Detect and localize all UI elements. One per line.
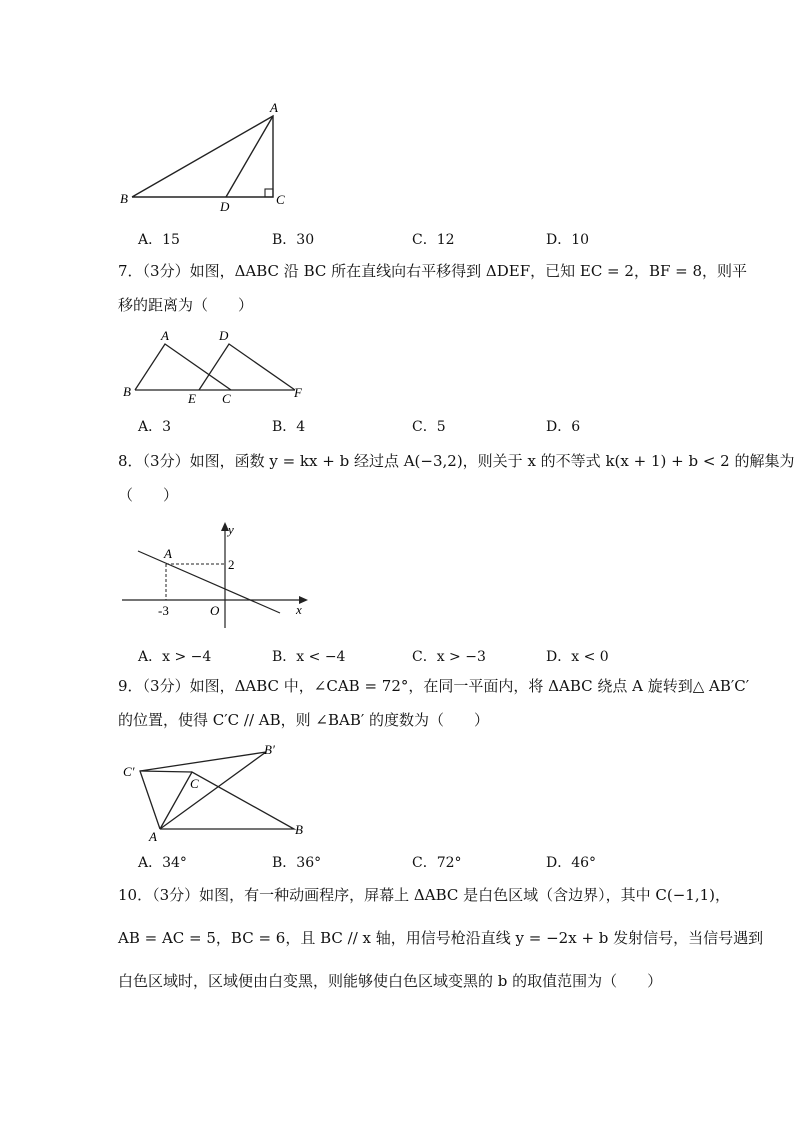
- q7-triangle-abc: [135, 344, 231, 390]
- q7-label-a: A: [161, 328, 169, 343]
- q9-label-a: A: [149, 829, 157, 844]
- q6-right-angle-mark: [265, 189, 273, 197]
- q8-label-a: A: [164, 546, 172, 561]
- q9-option-b[interactable]: B．36°: [272, 855, 322, 871]
- q7-label-c: C: [222, 391, 231, 406]
- q8-label-y: y: [228, 522, 234, 537]
- q7-option-a[interactable]: A．3: [138, 419, 172, 435]
- q8-label-neg3: -3: [158, 603, 169, 618]
- q6-option-d[interactable]: D．10: [546, 232, 590, 248]
- q8-label-origin: O: [210, 603, 220, 618]
- q9-figure: [118, 740, 318, 848]
- q7-option-d[interactable]: D．6: [546, 419, 581, 435]
- q9-segment-c'c: [140, 771, 192, 772]
- q6-label-c: C: [276, 192, 285, 207]
- q8-text-line1: 8．（3分）如图，函数 y = kx + b 经过点 A(−3,2)，则关于 x 的不等式 k(x + 1) + b < 2 的解集为: [118, 452, 794, 470]
- q9-text-line1: 9．（3分）如图，ΔABC 中，∠CAB = 72°，在同一平面内，将 ΔABC 绕点 A 旋转到△ AB′C′: [118, 677, 750, 695]
- q8-text-line2: （ ）: [118, 486, 179, 504]
- q6-option-a[interactable]: A．15: [138, 232, 180, 248]
- q6-segment-ad: [226, 116, 273, 197]
- q7-label-b: B: [123, 384, 131, 399]
- q7-text-line2: 移的距离为（ ）: [118, 296, 254, 314]
- q6-label-b: B: [120, 191, 128, 206]
- q8-option-b[interactable]: B．x < −4: [272, 649, 346, 665]
- q10-text-line2: AB = AC = 5，BC = 6，且 BC // x 轴，用信号枪沿直线 y = −2x + b 发射信号，当信号遇到: [118, 929, 764, 947]
- q9-option-c[interactable]: C．72°: [412, 855, 462, 871]
- q6-label-a: A: [270, 100, 278, 115]
- q6-label-d: D: [220, 199, 230, 214]
- q7-triangle-def: [199, 344, 295, 390]
- q9-triangle-ab'c': [140, 752, 266, 829]
- q10-text-line1: 10．（3分）如图，有一种动画程序，屏幕上 ΔABC 是白色区域（含边界），其中 C(−1,1)，: [118, 886, 730, 904]
- q8-label-x: x: [296, 602, 302, 617]
- q9-label-c-prime: C′: [123, 764, 135, 779]
- q7-label-f: F: [294, 385, 302, 400]
- q6-option-c[interactable]: C．12: [412, 232, 455, 248]
- q9-label-b: B: [295, 822, 303, 837]
- q6-figure: [110, 95, 300, 215]
- q6-option-b[interactable]: B．30: [272, 232, 315, 248]
- q7-label-d: D: [219, 328, 229, 343]
- q8-option-a[interactable]: A．x > −4: [138, 649, 212, 665]
- q7-option-b[interactable]: B．4: [272, 419, 306, 435]
- q9-label-c: C: [190, 776, 199, 791]
- q7-option-c[interactable]: C．5: [412, 419, 446, 435]
- q7-label-e: E: [188, 391, 196, 406]
- q9-option-a[interactable]: A．34°: [138, 855, 187, 871]
- q8-option-d[interactable]: D．x < 0: [546, 649, 609, 665]
- q9-option-d[interactable]: D．46°: [546, 855, 597, 871]
- q7-text-line1: 7．（3分）如图，ΔABC 沿 BC 所在直线向右平移得到 ΔDEF，已知 EC = 2，BF = 8，则平: [118, 262, 748, 280]
- q8-option-c[interactable]: C．x > −3: [412, 649, 486, 665]
- q8-figure: [118, 518, 318, 633]
- q9-text-line2: 的位置，使得 C′C // AB，则 ∠BAB′ 的度数为（ ）: [118, 711, 490, 729]
- q10-text-line3: 白色区域时，区域便由白变黑，则能够使白色区域变黑的 b 的取值范围为（ ）: [118, 972, 663, 990]
- q6-triangle: [132, 116, 273, 197]
- q7-figure: [118, 325, 318, 407]
- q8-label-2: 2: [228, 557, 235, 572]
- q9-label-b-prime: B′: [264, 742, 275, 757]
